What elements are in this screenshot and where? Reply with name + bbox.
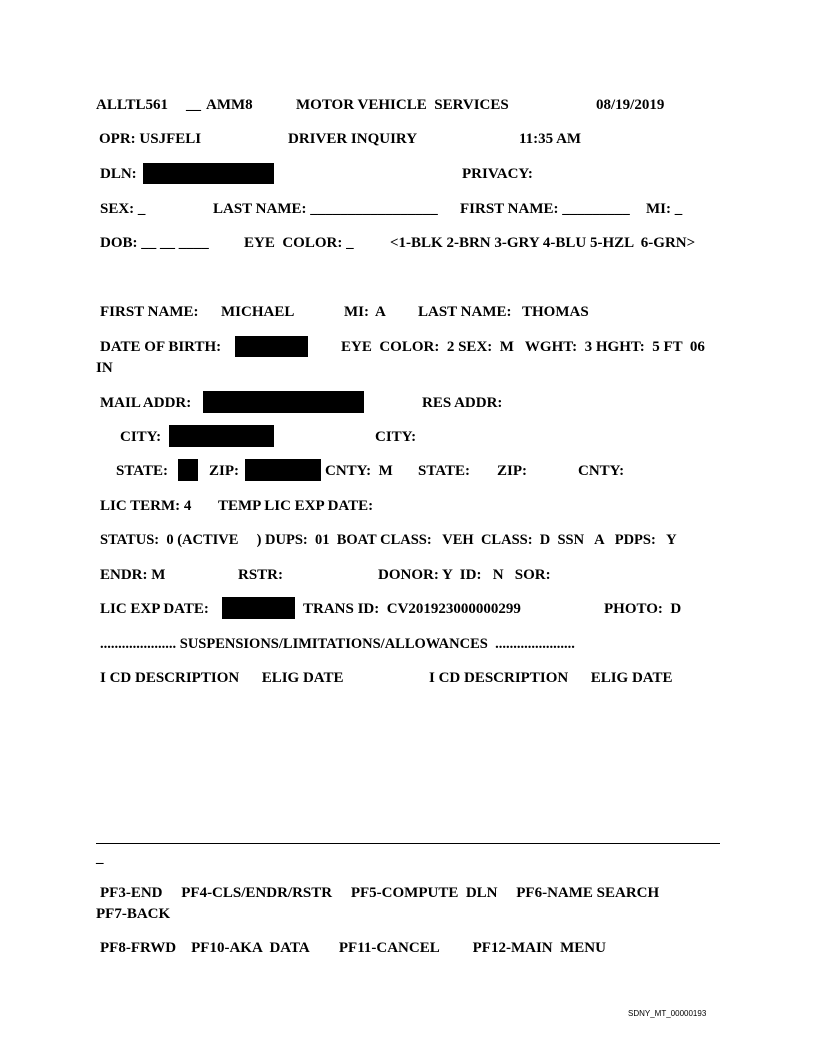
license-term: LIC TERM: 4 xyxy=(100,498,192,514)
suspensions-column-header-left: I CD DESCRIPTION ELIG DATE xyxy=(100,670,344,686)
first-name-label: FIRST NAME: xyxy=(100,304,199,320)
header-blank-field: __ xyxy=(186,97,201,113)
divider-tail: _ xyxy=(96,850,104,866)
header-time: 11:35 AM xyxy=(519,131,582,147)
license-expiration-label: LIC EXP DATE: xyxy=(100,601,209,617)
program-id: ALLTL561 xyxy=(96,97,168,113)
dob-label: DATE OF BIRTH: xyxy=(100,339,222,355)
header-code: AMM8 xyxy=(206,97,253,113)
transaction-id: TRANS ID: CV201923000000299 xyxy=(303,601,521,617)
bates-number: SDNY_MT_00000193 xyxy=(628,1009,707,1018)
temp-license-expiration-label: TEMP LIC EXP DATE: xyxy=(218,498,374,514)
function-keys-row-2: PF8-FRWD PF10-AKA DATA PF11-CANCEL PF12-MAIN MENU xyxy=(100,940,606,956)
mail-county: CNTY: M xyxy=(325,463,393,479)
last-name-input-field: LAST NAME: _________________ xyxy=(213,201,438,217)
physical-description: EYE COLOR: 2 SEX: M WGHT: 3 HGHT: 5 FT 06 xyxy=(341,339,705,355)
redaction-dln xyxy=(143,163,274,184)
residence-state-label: STATE: xyxy=(418,463,470,479)
function-keys-row-1: PF3-END PF4-CLS/ENDR/RSTR PF5-COMPUTE DLN PF6-NAME SEARCH xyxy=(100,885,660,901)
photo-field: PHOTO: D xyxy=(604,601,682,617)
physical-description-wrap: IN xyxy=(96,360,113,376)
restriction-label: RSTR: xyxy=(238,567,284,583)
header-date: 08/19/2019 xyxy=(596,97,665,113)
dob-input-field: DOB: __ __ ____ xyxy=(100,235,209,251)
residence-city-label: CITY: xyxy=(375,429,417,445)
screen-title: DRIVER INQUIRY xyxy=(288,131,418,147)
mail-zip-label: ZIP: xyxy=(209,463,239,479)
last-name-value: THOMAS xyxy=(522,304,589,320)
divider-line xyxy=(96,843,720,844)
last-name-label: LAST NAME: xyxy=(418,304,512,320)
residence-address-label: RES ADDR: xyxy=(422,395,503,411)
mail-state-label: STATE: xyxy=(116,463,168,479)
first-name-value: MICHAEL xyxy=(221,304,295,320)
sex-input-field: SEX: _ xyxy=(100,201,146,217)
privacy-label: PRIVACY: xyxy=(462,166,533,182)
redaction-dob xyxy=(235,336,308,357)
endorsement: ENDR: M xyxy=(100,567,166,583)
status-line: STATUS: 0 (ACTIVE ) DUPS: 01 BOAT CLASS: VEH CLASS: D SSN A PDPS: Y xyxy=(100,532,677,548)
redaction-state xyxy=(178,459,198,481)
eye-color-input-field: EYE COLOR: _ xyxy=(244,235,354,251)
suspensions-column-header-right: I CD DESCRIPTION ELIG DATE xyxy=(429,670,673,686)
donor-id-sor: DONOR: Y ID: N SOR: xyxy=(378,567,551,583)
redaction-zip xyxy=(245,459,321,481)
dln-label: DLN: xyxy=(100,166,137,182)
mi-input-field: MI: _ xyxy=(646,201,683,217)
suspensions-header: ..................... SUSPENSIONS/LIMITATIONS/ALLOWANCES ...................... xyxy=(100,636,575,652)
system-title: MOTOR VEHICLE SERVICES xyxy=(296,97,509,113)
mi-value: A xyxy=(375,304,386,320)
residence-zip-label: ZIP: xyxy=(497,463,527,479)
mail-address-label: MAIL ADDR: xyxy=(100,395,192,411)
redaction-city xyxy=(169,425,274,447)
redaction-mail-address xyxy=(203,391,364,413)
residence-county-label: CNTY: xyxy=(578,463,625,479)
mi-label: MI: xyxy=(344,304,369,320)
mail-city-label: CITY: xyxy=(120,429,162,445)
first-name-input-field: FIRST NAME: _________ xyxy=(460,201,630,217)
eye-color-legend: <1-BLK 2-BRN 3-GRY 4-BLU 5-HZL 6-GRN> xyxy=(390,235,696,251)
operator-id: OPR: USJFELI xyxy=(99,131,202,147)
redaction-license-expiration xyxy=(222,597,295,619)
function-keys-row-1-wrap: PF7-BACK xyxy=(96,906,171,922)
